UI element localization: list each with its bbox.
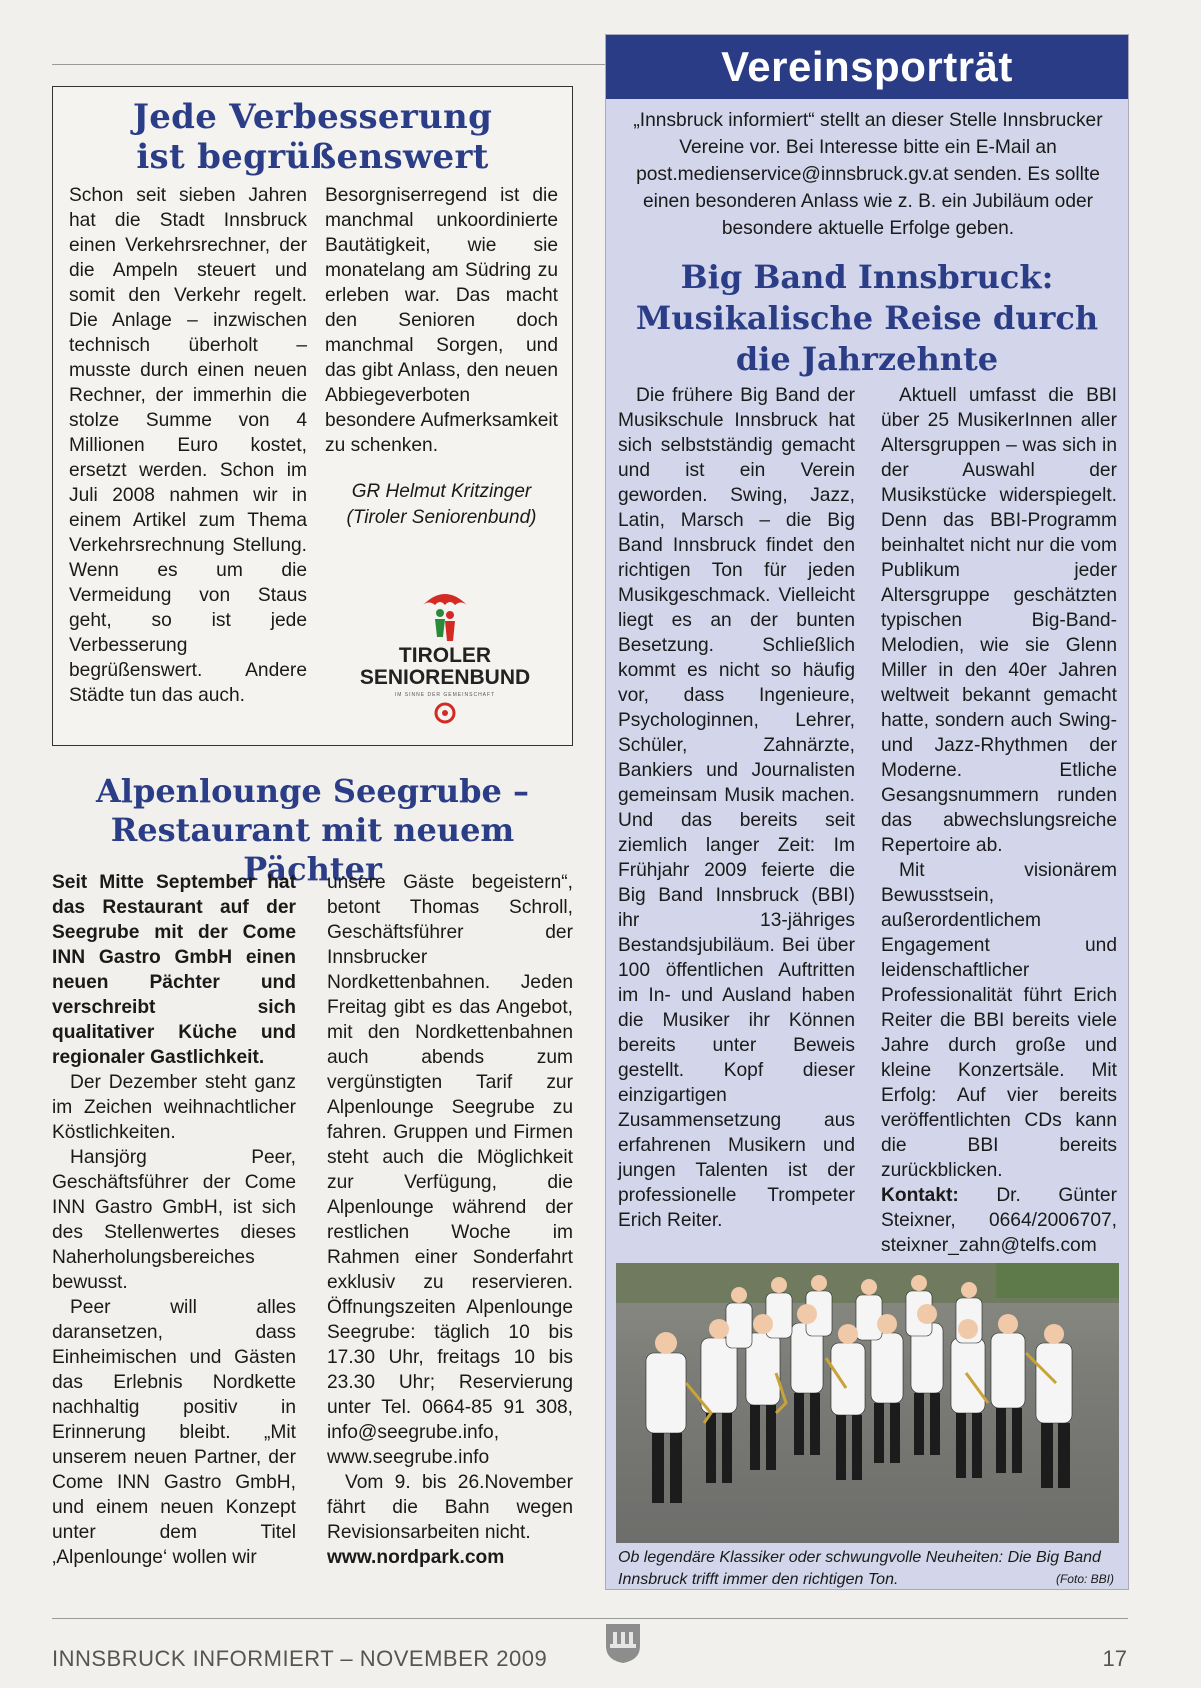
article-column-1 (52, 870, 296, 1570)
top-rule (52, 64, 608, 65)
article-title-verbesserung (53, 97, 572, 177)
logo-text-line1: TIROLER (398, 644, 492, 667)
signature-name: GR Helmut Kritzinger (351, 481, 532, 502)
title-line: Alpenlounge Seegrube – (95, 772, 530, 810)
article-title-bigband (606, 257, 1128, 380)
paragraph: unsere Gäste begeistern“, betont Thomas Schroll, Geschäftsführer der Innsbrucker Nordkettenbahnen. Jeden Freitag gibt es das Angebot, mit den Nordkettenbahnen auch abends zum vergünstigten Tarif zur Alpenlounge Seegrube zu fahren. Gruppen und Firmen steht auch die Möglichkeit zur Verfügung, die Alpenlounge während der restlichen Woche im Rahmen einer Sonderfahrt exklusiv zu reservieren. Öffnungszeiten Alpenlounge Seegrube: täglich 10 bis 17.30 Uhr, freitags 10 bis 23.30 Uhr; Reservierung unter Tel. 0664-85 91 308, info@seegrube.info, www.seegrube.info (327, 872, 573, 1468)
title-line: Big Band Innsbruck: (680, 258, 1054, 296)
logo-tagline: IM SINNE DER GEMEINSCHAFT (394, 692, 496, 698)
nordpark-link[interactable]: www.nordpark.com (327, 1547, 505, 1568)
article-lead: Seit Mitte September hat das Restaurant auf der Seegrube mit der Come INN Gastro GmbH einen neuen Pächter und verschreibt sich qualitativer Küche und regionaler Gastlichkeit. (52, 872, 296, 1068)
article-column-2 (327, 870, 573, 1570)
vereinsportraet-box (605, 34, 1129, 1590)
photo-credit: (Foto: BBI) (1055, 1572, 1114, 1586)
contact-label: Kontakt: (881, 1185, 959, 1206)
article-column-2 (881, 383, 1117, 1258)
logo-seal-icon (434, 702, 456, 724)
vereinsportraet-banner: Vereinsporträt (606, 35, 1128, 99)
title-line: ist begrüßenswert (136, 137, 489, 177)
contact-text: Dr. Günter Steixner, 0664/2006707, steixner_zahn@telfs.com (881, 1185, 1117, 1256)
paragraph: Aktuell umfasst die BBI über 25 MusikerInnen aller Altersgruppen – was sich in der Auswahl der Musikstücke widerspiegelt. Denn das BBI-Programm beinhaltet nicht nur die vom Publikum jeder Altersgruppe geschätzten typischen Big-Band-Melodien, wie sie Glenn Miller in den 40er Jahren weltweit bekannt gemacht hatte, sondern auch Swing- und Jazz-Rhythmen der Moderne. Etliche Gesangsnummern runden das abwechslungsreiche Repertoire ab. (881, 385, 1117, 856)
paragraph: Mit visionärem Bewusstsein, außerordentlichem Engagement und leidenschaftlicher Professionalität führt Erich Reiter die BBI bereits viele Jahre durch große und kleine Konzertsäle. Mit Erfolg: Auf vier bereits veröffentlichten CDs kann die BBI bereits zurückblicken. (881, 860, 1117, 1181)
big-band-photo (616, 1263, 1119, 1543)
title-line: Jede Verbesserung (132, 97, 493, 137)
signature (325, 479, 558, 531)
title-line: Musikalische Reise durch (635, 299, 1099, 337)
article-box-verbesserung (52, 86, 573, 746)
paragraph: Vom 9. bis 26.November fährt die Bahn wegen Revisionsarbeiten nicht. (327, 1472, 573, 1543)
seniorenbund-logo (345, 587, 545, 737)
paragraph: Hansjörg Peer, Geschäftsführer der Come INN Gastro GmbH, ist sich des Stellenwertes dieses Naherholungsbereiches bewusst. (52, 1147, 296, 1293)
paragraph: Der Dezember steht ganz im Zeichen weihnachtlicher Köstlichkeiten. (52, 1072, 296, 1143)
vereinsportraet-intro: „Innsbruck informiert“ stellt an dieser Stelle Innsbrucker Vereine vor. Bei Interesse bitte ein E-Mail an post.medienservice@innsbruck.gv.at senden. Es sollte einen besonderen Anlass wie z. B. ein Jubiläum oder besondere aktuelle Erfolge geben. (633, 110, 1103, 239)
paragraph: Die frühere Big Band der Musikschule Innsbruck hat sich selbstständig gemacht und ist ein Verein geworden. Swing, Jazz, Latin, Marsch – die Big Band Innsbruck findet den richtigen Ton für jeden Musikgeschmack. Vielleicht liegt es an der bunten Besetzung. Schließlich kommt es nicht so häufig vor, dass Ingenieure, Psychologinnen, Lehrer, Schüler, Zahnärzte, Bankiers und Journalisten gemeinsam Musik machen. Und das bereits seit ziemlich langer Zeit: Im Frühjahr 2009 feierte die Big Band Innsbruck (BBI) ihr 13-jähriges Bestandsjubiläum. Bei über 100 öffentlichen Auftritten im In- und Ausland haben die Musiker ihr Können bereits unter Beweis gestellt. Kopf dieser einzigartigen Zusammensetzung aus erfahrenen Musikern und jungen Talenten ist der professionelle Trompeter Erich Reiter. (618, 385, 855, 1231)
page-number: 17 (1102, 1646, 1127, 1671)
paragraph: Peer will alles daransetzen, dass Einheimischen und Gästen das Erlebnis Nordkette nachhaltig positiv in Erinnerung bleibt. „Mit unserem neuen Partner, der Come INN Gastro GmbH, und einem neuen Konzept unter dem Titel ‚Alpenlounge‘ wollen wir (52, 1297, 296, 1568)
innsbruck-crest-icon (604, 1622, 642, 1664)
photo-caption: Ob legendäre Klassiker oder schwungvolle Neuheiten: Die Big Band Innsbruck trifft immer den richtigen Ton. (618, 1549, 1101, 1588)
article-column-2: Besorgniserregend ist die manchmal unkoordinierte Bautätigkeit, wie sie monatelang am Südring zu erleben war. Das macht den Senioren doch manchmal Sorgen, und das gibt Anlass, den neuen Abbiegeverboten besondere Aufmerksamkeit zu schenken. (325, 185, 558, 456)
footer-rule (52, 1618, 1128, 1619)
article-column-1 (618, 383, 855, 1233)
title-line: Restaurant mit neuem Pächter (110, 811, 515, 888)
logo-text-line2: SENIORENBUND (359, 666, 531, 689)
band-photo-illustration (616, 1263, 1119, 1543)
footer-publication: INNSBRUCK INFORMIERT – NOVEMBER 2009 (52, 1646, 548, 1671)
umbrella-figures-icon (415, 587, 475, 645)
signature-org: (Tiroler Seniorenbund) (346, 507, 537, 528)
article-column-1: Schon seit sieben Jahren hat die Stadt Innsbruck einen Verkehrsrechner, der die Ampeln steuert und somit den Verkehr regelt. Die Anlage – inzwischen technisch überholt – musste durch einen neuen Rechner, der immerhin die stolze Summe von 4 Millionen Euro kostet, ersetzt werden. Schon im Juli 2008 nahmen wir in einem Artikel zum Thema Verkehrsrechnung Stellung. Wenn es um die Vermeidung von Staus geht, so ist jede Verbesserung begrüßenswert. Andere Städte tun das auch. (69, 185, 307, 706)
contact-line (881, 1183, 1117, 1258)
title-line: die Jahrzehnte (735, 340, 999, 378)
